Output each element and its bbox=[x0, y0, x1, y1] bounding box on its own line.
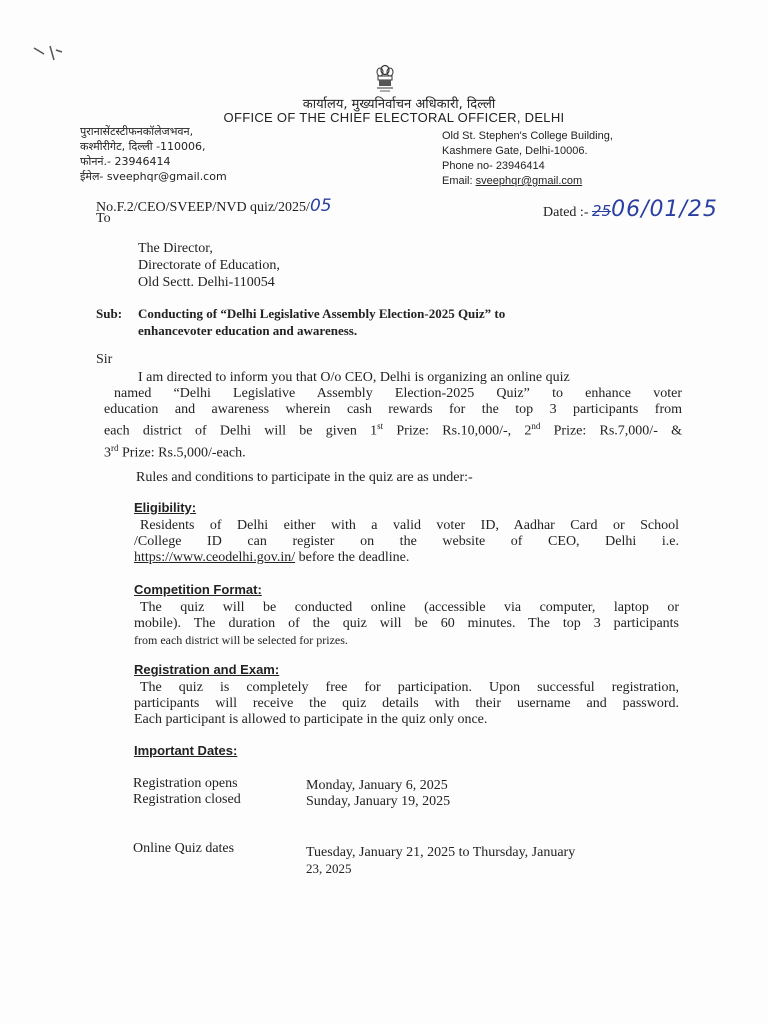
ceo-website-link[interactable]: https://www.ceodelhi.gov.in/ bbox=[134, 550, 296, 565]
quiz-dates-label: Online Quiz dates bbox=[133, 841, 235, 856]
eligibility-body bbox=[134, 518, 679, 566]
format-heading: Competition Format: bbox=[134, 582, 262, 597]
scan-mark-icon bbox=[30, 40, 70, 66]
email-label: Email: bbox=[442, 175, 473, 187]
intro-line-prize-3: 3rd Prize: Rs.5,000/-each. bbox=[104, 442, 246, 461]
address-hindi-line: कश्मीरीगेट, दिल्ली -110006, bbox=[80, 140, 206, 153]
date-label: Registration opens bbox=[133, 776, 238, 791]
struck-digits: 25 bbox=[591, 202, 612, 220]
address-hindi bbox=[80, 124, 227, 184]
state-emblem-icon bbox=[374, 64, 396, 94]
email-link[interactable]: sveephqr@gmail.com bbox=[475, 175, 583, 187]
address-english bbox=[442, 129, 613, 189]
email-line bbox=[442, 174, 613, 189]
intro-line-prizes: each district of Delhi will be given 1st Prize: Rs.10,000/-, 2nd Prize: Rs.7,000/- & bbox=[104, 421, 682, 439]
eligibility-line-rest: before the deadline. bbox=[295, 550, 410, 565]
subject-block bbox=[96, 305, 696, 339]
salutation: Sir bbox=[96, 352, 113, 367]
registration-heading: Registration and Exam: bbox=[134, 662, 280, 677]
intro-line: I am directed to inform you that O/o CEO, Delhi is organizing an online quiz bbox=[138, 370, 570, 385]
registration-line: The quiz is completely free for participation. Upon successful registration, bbox=[140, 680, 679, 695]
eligibility-heading: Eligibility: bbox=[134, 500, 197, 515]
registration-body bbox=[134, 680, 679, 728]
address-english-line: Kashmere Gate, Delhi-10006. bbox=[442, 145, 588, 157]
subject-line-2: enhancevoter education and awareness. bbox=[138, 323, 358, 338]
handwritten-number: 05 bbox=[309, 196, 332, 216]
format-line: The quiz will be conducted online (accessible via computer, laptop or bbox=[140, 600, 679, 615]
reference-number bbox=[96, 196, 332, 216]
format-body bbox=[134, 600, 679, 648]
dates-heading: Important Dates: bbox=[134, 743, 238, 758]
handwritten-date: 06/01/25 bbox=[611, 197, 718, 222]
registration-line: Each participant is allowed to participate in the quiz only once. bbox=[134, 712, 488, 727]
intro-line: education and awareness wherein cash rewards for the top 3 participants from bbox=[104, 402, 682, 417]
subject-line-1: Conducting of “Delhi Legislative Assembly Election-2025 Quiz” to bbox=[138, 306, 506, 321]
dated-label: Dated :- bbox=[543, 205, 589, 220]
quiz-dates-line: 23, 2025 bbox=[306, 861, 352, 876]
quiz-dates-value bbox=[306, 845, 666, 877]
reference-number-text: No.F.2/CEO/SVEEP/NVD quiz/2025/ bbox=[96, 200, 310, 215]
office-title-hindi: कार्यालय, मुख्यनिर्वाचन अधिकारी, दिल्ली bbox=[302, 97, 496, 112]
date-value: Monday, January 6, 2025 bbox=[306, 778, 448, 793]
eligibility-line: Residents of Delhi either with a valid voter ID, Aadhar Card or School bbox=[140, 518, 679, 533]
recipient-block bbox=[138, 240, 280, 291]
recipient-line: Old Sectt. Delhi-110054 bbox=[138, 275, 275, 290]
address-hindi-line: ईमेल- sveephqr@gmail.com bbox=[80, 170, 227, 183]
subject-label: Sub: bbox=[96, 306, 123, 321]
intro-paragraph bbox=[104, 370, 682, 461]
intro-line: named “Delhi Legislative Assembly Election-2025 Quiz” to enhance voter bbox=[114, 386, 682, 401]
format-line: from each district will be selected for prizes. bbox=[134, 633, 348, 647]
recipient-line: Directorate of Education, bbox=[138, 258, 280, 273]
address-english-line: Phone no- 23946414 bbox=[442, 160, 545, 172]
address-hindi-line: फोननं.- 23946414 bbox=[80, 155, 171, 168]
rules-intro: Rules and conditions to participate in the quiz are as under:- bbox=[136, 470, 473, 485]
registration-line: participants will receive the quiz details with their username and password. bbox=[134, 696, 679, 711]
to-label: To bbox=[96, 211, 111, 226]
dated-line bbox=[543, 197, 718, 222]
quiz-dates-line: Tuesday, January 21, 2025 to Thursday, January bbox=[306, 845, 576, 860]
office-title-english: OFFICE OF THE CHIEF ELECTORAL OFFICER, DELHI bbox=[223, 110, 565, 125]
recipient-line: The Director, bbox=[138, 241, 213, 256]
format-line: mobile). The duration of the quiz will be 60 minutes. The top 3 participants bbox=[134, 616, 679, 631]
address-english-line: Old St. Stephen's College Building, bbox=[442, 130, 613, 142]
eligibility-line: /College ID can register on the website of CEO, Delhi i.e. bbox=[134, 534, 679, 549]
address-hindi-line: पुरानासेंटस्टीफनकॉलेजभवन, bbox=[80, 125, 194, 138]
date-label: Registration closed bbox=[133, 792, 241, 807]
date-value: Sunday, January 19, 2025 bbox=[306, 794, 451, 809]
